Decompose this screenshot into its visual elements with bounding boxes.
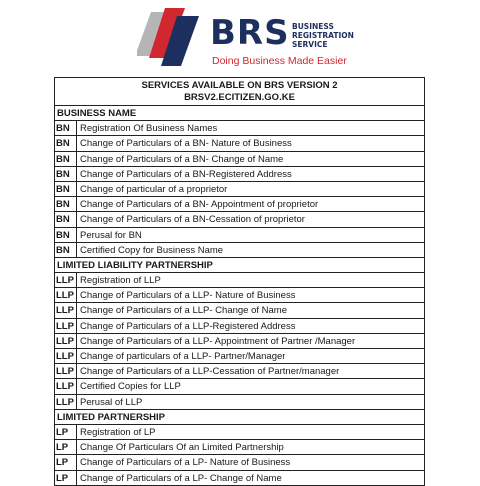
service-code: LP: [55, 425, 77, 439]
table-row: [55, 334, 424, 349]
service-code: LLP: [55, 395, 77, 409]
service-description: Change of particulars of a LLP- Partner/Manager: [80, 351, 286, 362]
section-heading: BUSINESS NAME: [55, 106, 424, 121]
table-row: [55, 471, 424, 486]
service-code: BN: [55, 243, 77, 257]
service-code: LP: [55, 455, 77, 469]
service-description: Registration Of Business Names: [80, 123, 218, 135]
service-code: LP: [55, 471, 77, 485]
section-heading: LIMITED LIABILITY PARTNERSHIP: [55, 258, 424, 273]
table-row: [55, 288, 424, 303]
service-description: Certified Copy for Business Name: [80, 244, 224, 256]
service-code: BN: [55, 136, 77, 150]
service-description: Change of Particulars of a BN- Nature of Business: [80, 138, 292, 150]
service-description: Change of Particulars of a LLP-Registered Address: [80, 320, 296, 332]
document-title: [55, 78, 424, 106]
service-description: Change of Particulars of a BN- Change of Name: [80, 153, 284, 165]
service-description: Perusal for BN: [80, 229, 142, 241]
service-code: BN: [55, 152, 77, 166]
service-description: Change of Particulars of a LP- Nature of Business: [80, 457, 291, 469]
table-row: [55, 425, 424, 440]
table-row: [55, 319, 424, 334]
service-description: Change of Particulars of a BN- Appointment of proprietor: [80, 199, 319, 211]
service-code: BN: [55, 167, 77, 181]
table-row: [55, 182, 424, 197]
brand-line: BUSINESS: [292, 22, 334, 31]
service-code: LLP: [55, 379, 77, 393]
section-heading: LIMITED PARTNERSHIP: [55, 410, 424, 425]
table-row: [55, 364, 424, 379]
title-line: SERVICES AVAILABLE ON BRS VERSION 2: [141, 80, 338, 91]
table-row: [55, 197, 424, 212]
table-row: [55, 228, 424, 243]
service-code: LP: [55, 440, 77, 454]
service-description: Change Of Particulars Of an Limited Partnership: [80, 442, 284, 454]
service-description: Change of Particulars of a LLP-Cessation of Partner/manager: [80, 366, 340, 378]
table-row: [55, 167, 424, 182]
header: [0, 0, 480, 76]
services-table: [54, 77, 425, 486]
brand-name: BRS: [210, 13, 290, 53]
service-description: Change of Particulars of a LLP- Change of Name: [80, 305, 288, 317]
table-row: [55, 349, 424, 364]
service-description: Registration of LP: [80, 426, 156, 438]
service-description: Change of Particulars of a LLP- Nature of Business: [80, 290, 296, 302]
service-code: BN: [55, 197, 77, 211]
subtitle-line: BRSV2.ECITIZEN.GO.KE: [184, 92, 295, 103]
table-row: [55, 440, 424, 455]
table-row: [55, 395, 424, 410]
service-code: BN: [55, 121, 77, 135]
service-description: Registration of LLP: [80, 275, 161, 287]
service-description: Change of Particulars of a BN-Cessation of proprietor: [80, 214, 305, 226]
brs-logo-icon: [137, 6, 207, 66]
service-description: Change of particular of a proprietor: [80, 183, 228, 195]
service-code: LLP: [55, 273, 77, 287]
service-code: LLP: [55, 364, 77, 378]
table-row: [55, 273, 424, 288]
brand-line: REGISTRATION: [292, 31, 354, 40]
service-code: LLP: [55, 334, 77, 348]
table-row: [55, 212, 424, 227]
service-description: Certified Copies for LLP: [80, 381, 181, 393]
service-code: BN: [55, 228, 77, 242]
table-row: [55, 121, 424, 136]
service-description: Perusal of LLP: [80, 396, 143, 408]
sections-container: [55, 106, 424, 486]
table-row: [55, 379, 424, 394]
brand-line: SERVICE: [292, 40, 328, 49]
table-row: [55, 455, 424, 470]
service-code: LLP: [55, 288, 77, 302]
table-row: [55, 243, 424, 258]
table-row: [55, 136, 424, 151]
service-code: LLP: [55, 349, 77, 363]
service-code: BN: [55, 182, 77, 196]
service-description: Change of Particulars of a LP- Change of Name: [80, 472, 282, 484]
table-row: [55, 152, 424, 167]
service-code: LLP: [55, 303, 77, 317]
brand-subtitle: [292, 22, 354, 49]
table-row: [55, 303, 424, 318]
tagline: Doing Business Made Easier: [212, 55, 347, 67]
service-code: BN: [55, 212, 77, 226]
service-description: Change of Particulars of a LLP- Appointment of Partner /Manager: [80, 335, 356, 347]
service-description: Change of Particulars of a BN-Registered Address: [80, 168, 292, 180]
service-code: LLP: [55, 319, 77, 333]
